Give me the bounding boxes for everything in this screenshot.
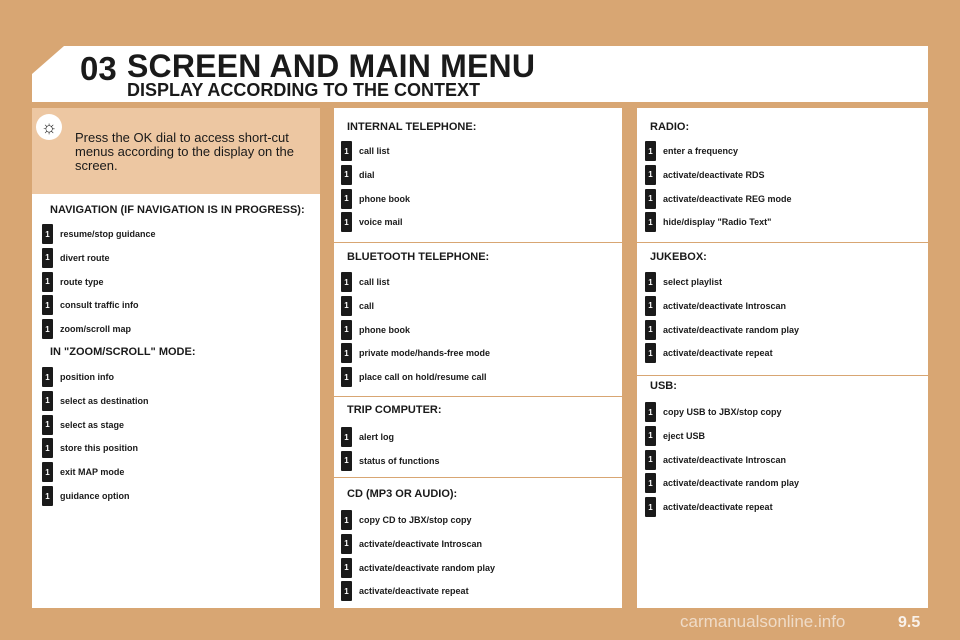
page-title: SCREEN AND MAIN MENU [127, 48, 536, 84]
list-item-label: position info [60, 372, 114, 382]
step-badge: 1 [341, 534, 352, 554]
list-item-label: resume/stop guidance [60, 229, 156, 239]
list-item-label: activate/deactivate REG mode [663, 193, 792, 204]
step-badge: 1 [341, 510, 352, 530]
list-item-label: activate/deactivate random play [359, 562, 496, 573]
step-badge: 1 [645, 296, 656, 316]
step-badge: 1 [42, 367, 53, 387]
step-badge: 1 [42, 224, 53, 244]
divider [637, 375, 928, 376]
list-item-label: copy CD to JBX/stop copy [359, 515, 472, 525]
step-badge: 1 [341, 558, 352, 578]
step-badge: 1 [645, 497, 656, 517]
step-badge: 1 [341, 212, 352, 232]
list-item-label: copy USB to JBX/stop copy [663, 407, 782, 417]
step-badge: 1 [341, 343, 352, 363]
bluetooth-telephone-heading: BLUETOOTH TELEPHONE: [347, 251, 490, 263]
trip-computer-heading: TRIP COMPUTER: [347, 404, 442, 416]
step-badge: 1 [341, 165, 352, 185]
step-badge: 1 [341, 272, 352, 292]
list-item-label: zoom/scroll map [60, 324, 132, 335]
list-item-label: alert log [359, 432, 395, 442]
step-badge: 1 [645, 141, 656, 161]
cd-heading: CD (MP3 OR AUDIO): [347, 488, 458, 500]
sun-icon: ☼ [36, 114, 62, 140]
list-item-label: phone book [359, 324, 410, 335]
step-badge: 1 [645, 402, 656, 422]
list-item-label: call [359, 300, 375, 311]
list-item-label: divert route [60, 252, 110, 263]
step-badge: 1 [645, 272, 656, 292]
list-item-label: guidance option [60, 491, 130, 501]
list-item-label: hide/display "Radio Text" [663, 217, 772, 228]
list-item-label: call list [359, 277, 390, 287]
list-item-label: voice mail [359, 217, 403, 228]
step-badge: 1 [341, 367, 352, 387]
step-badge: 1 [42, 319, 53, 339]
step-badge: 1 [42, 415, 53, 435]
step-badge: 1 [645, 189, 656, 209]
tip-text: Press the OK dial to access short-cut menus according to the display on the screen. [75, 130, 294, 173]
list-item-label: dial [359, 169, 375, 180]
zoom-mode-heading: IN "ZOOM/SCROLL" MODE: [50, 346, 196, 358]
list-item-label: activate/deactivate repeat [359, 586, 469, 597]
step-badge: 1 [341, 581, 352, 601]
step-badge: 1 [645, 343, 656, 363]
list-item-label: activate/deactivate repeat [663, 502, 773, 513]
list-item-label: select as destination [60, 395, 149, 406]
step-badge: 1 [341, 141, 352, 161]
step-badge: 1 [341, 320, 352, 340]
page-subtitle: DISPLAY ACCORDING TO THE CONTEXT [127, 80, 481, 100]
step-badge: 1 [645, 320, 656, 340]
step-badge: 1 [341, 189, 352, 209]
step-badge: 1 [42, 248, 53, 268]
step-badge: 1 [341, 451, 352, 471]
list-item-label: activate/deactivate repeat [663, 348, 773, 359]
step-badge: 1 [645, 426, 656, 446]
step-badge: 1 [341, 427, 352, 447]
internal-telephone-heading: INTERNAL TELEPHONE: [347, 121, 477, 133]
step-badge: 1 [645, 473, 656, 493]
list-item-label: call list [359, 146, 390, 156]
usb-heading: USB: [650, 380, 677, 392]
watermark: carmanualsonline.info [680, 612, 846, 631]
list-item-label: store this position [60, 443, 139, 454]
navigation-heading: NAVIGATION (IF NAVIGATION IS IN PROGRESS): [50, 204, 305, 216]
jukebox-heading: JUKEBOX: [650, 251, 707, 263]
step-badge: 1 [341, 296, 352, 316]
list-item-label: route type [60, 276, 104, 287]
list-item-label: select playlist [663, 277, 723, 287]
step-badge: 1 [42, 295, 53, 315]
step-badge: 1 [42, 462, 53, 482]
list-item-label: select as stage [60, 419, 125, 430]
list-item-label: activate/deactivate random play [663, 324, 800, 335]
step-badge: 1 [42, 438, 53, 458]
divider [637, 242, 928, 243]
list-item-label: consult traffic info [60, 300, 139, 311]
list-item-label: exit MAP mode [60, 467, 125, 478]
list-item-label: activate/deactivate Introscan [359, 538, 483, 549]
step-badge: 1 [42, 391, 53, 411]
step-badge: 1 [645, 212, 656, 232]
radio-heading: RADIO: [650, 121, 690, 133]
step-badge: 1 [645, 450, 656, 470]
step-badge: 1 [42, 272, 53, 292]
step-badge: 1 [42, 486, 53, 506]
divider [334, 242, 622, 243]
list-item-label: activate/deactivate Introscan [663, 300, 787, 311]
page-number: 9.5 [898, 614, 921, 631]
list-item-label: private mode/hands-free mode [359, 348, 491, 359]
divider [334, 477, 622, 478]
step-badge: 1 [645, 165, 656, 185]
divider [334, 396, 622, 397]
chapter-number: 03 [80, 50, 117, 87]
list-item-label: phone book [359, 193, 410, 204]
list-item-label: eject USB [663, 430, 706, 441]
list-item-label: place call on hold/resume call [359, 372, 487, 383]
list-item-label: status of functions [359, 455, 440, 466]
list-item-label: activate/deactivate Introscan [663, 454, 787, 465]
list-item-label: enter a frequency [663, 146, 739, 156]
list-item-label: activate/deactivate random play [663, 478, 800, 489]
list-item-label: activate/deactivate RDS [663, 169, 765, 180]
